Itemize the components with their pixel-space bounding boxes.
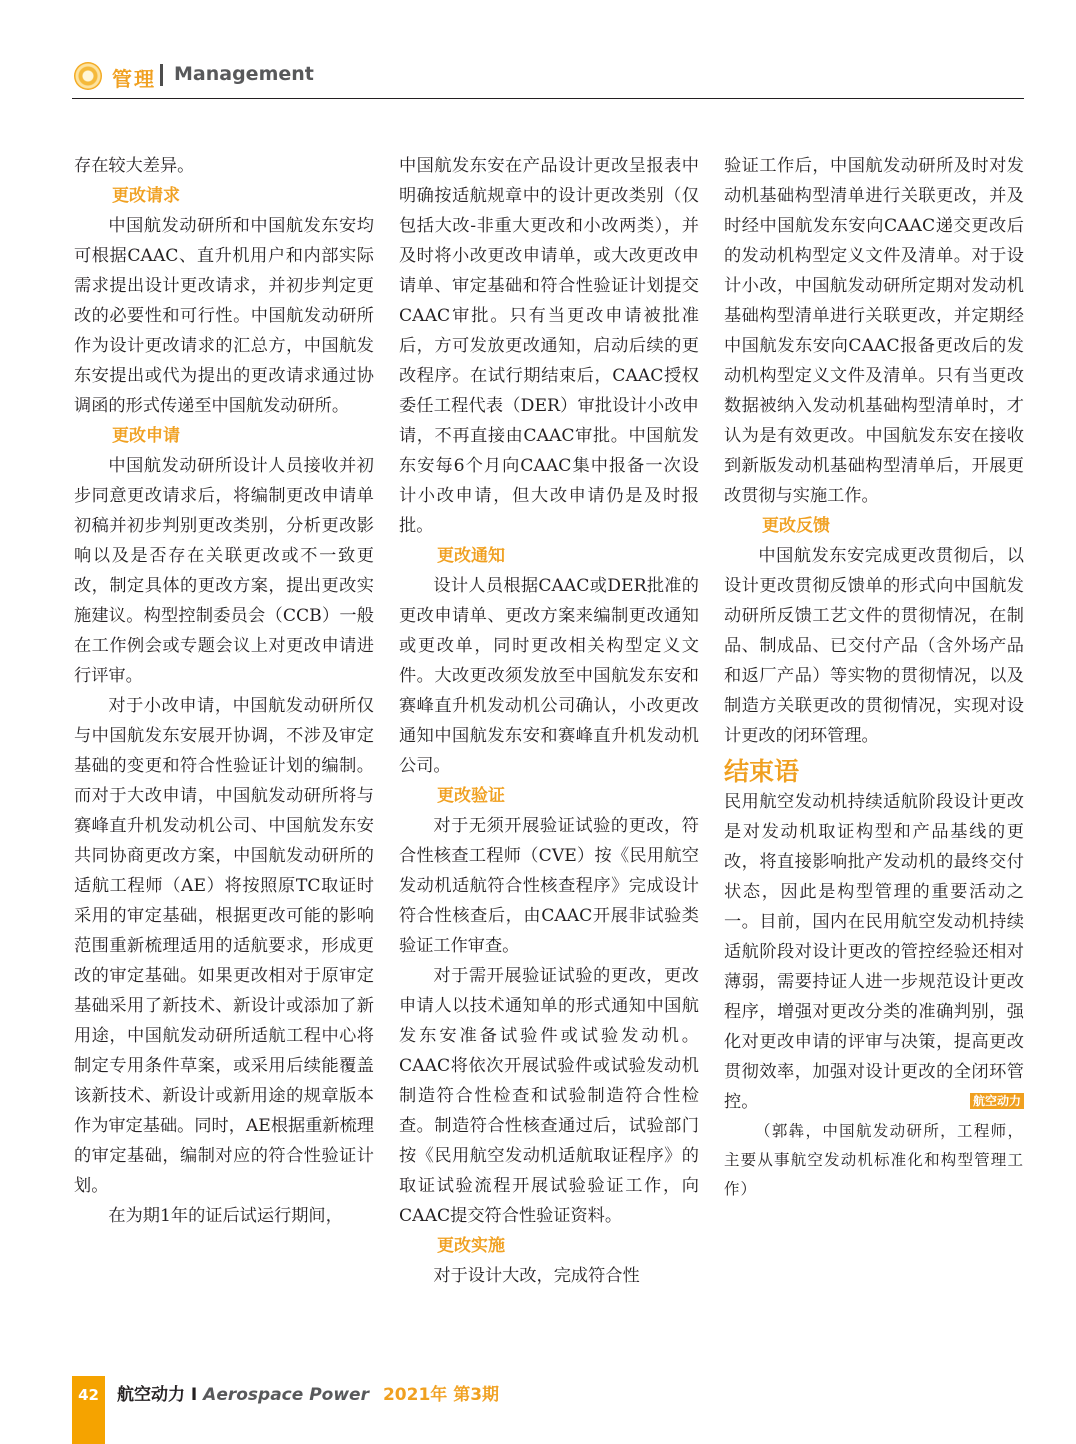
body-paragraph (74, 691, 374, 1201)
paragraph-text: 验证工作后，中国航发动研所及时对发动机基础构型清单进行关联更改，并及时经中国航发东安向CAAC递交更改后的发动机构型定义文件及清单。对于设计小改，中国航发动研所定期对发动机基础构型清单进行关联更改，并定期经中国航发东安向CAAC报备更改后的发动机构型定义文件及清单。只有当更改数据被纳入发动机基础构型清单时，才认为是有效更改。中国航发东安在接收到新版发动机基础构型清单后，开展更改贯彻与实施工作。 (724, 156, 1024, 506)
body-paragraph (724, 541, 1024, 751)
paragraph-text: 更改反馈 (762, 516, 830, 536)
body-paragraph (74, 151, 374, 181)
subsection-heading (399, 1231, 699, 1261)
section-title-cn: 管理 (112, 67, 156, 91)
paragraph-text: 更改申请 (112, 426, 180, 446)
paragraph-text: 存在较大差异。 (74, 156, 195, 176)
paragraph-text: 对于小改申请，中国航发动研所仅与中国航发东安展开协调，不涉及审定基础的变更和符合性验证计划的编制。而对于大改申请，中国航发动研所将与赛峰直升机发动机公司、中国航发东安共同协商更改方案，中国航发动研所的适航工程师（AE）将按照原TC取证时采用的审定基础，根据更改可能的影响范围重新梳理适用的适航要求，形成更改的审定基础。如果更改相对于原审定基础采用了新技术、新设计或添加了新用途，中国航发动研所适航工程中心将制定专用条件草案，或采用后续能覆盖该新技术、新设计或新用途的规章版本作为审定基础。同时，AE根据重新梳理的审定基础，编制对应的符合性验证计划。 (74, 696, 374, 1196)
header-divider (160, 64, 163, 86)
paragraph-text: （郭犇，中国航发动研所，工程师，主要从事航空发动机标准化和构型管理工作） (724, 1122, 1024, 1198)
footer-divider: I (185, 1385, 204, 1405)
body-paragraph (399, 571, 699, 781)
body-paragraph (74, 451, 374, 691)
body-paragraph (724, 151, 1024, 511)
issue-label: 2021年 第3期 (382, 1385, 500, 1405)
section-title-en: Management (174, 63, 314, 85)
subsection-heading (74, 181, 374, 211)
paragraph-text: 民用航空发动机持续适航阶段设计更改是对发动机取证构型和产品基线的更改，将直接影响批产发动机的最终交付状态，因此是构型管理的重要活动之一。目前，国内在民用航空发动机持续适航阶段对设计更改的管控经验还相对薄弱，需要持证人进一步规范设计更改程序，增强对更改分类的准确判别，强化对更改申请的评审与决策，提高更改贯彻效率，加强对设计更改的全闭环管控。 (724, 792, 1024, 1112)
paragraph-text: 中国航发动研所设计人员接收并初步同意更改请求后，将编制更改申请单初稿并初步判别更改类别，分析更改影响以及是否存在关联更改或不一致更改，制定具体的更改方案，提出更改实施建议。构型控制委员会（CCB）一般在工作例会或专题会议上对更改申请进行评审。 (74, 456, 374, 686)
paragraph-text: 中国航发东安在产品设计更改呈报表中明确按适航规章中的设计更改类别（仅包括大改-非重大更改和小改两类），并及时将小改更改申请单，或大改更改申请单、审定基础和符合性验证计划提交CAAC审批。只有当更改申请被批准后，方可发放更改通知，启动后续的更改程序。在试行期结束后，CAAC授权委任工程代表（DER）审批设计小改申请，不再直接由CAAC审批。中国航发东安每6个月向CAAC集中报备一次设计小改申请，但大改申请仍是及时报批。 (399, 156, 699, 536)
header-rule (72, 98, 1024, 99)
paragraph-text: 更改请求 (112, 186, 180, 206)
page-number: 42 (78, 1386, 99, 1404)
subsection-heading (399, 541, 699, 571)
body-paragraph (399, 1261, 699, 1291)
paragraph-text: 设计人员根据CAAC或DER批准的更改申请单、更改方案来编制更改通知或更改单，同时更改相关构型定义文件。大改更改须发放至中国航发东安和赛峰直升机发动机公司确认，小改更改通知中国航发东安和赛峰直升机发动机公司。 (399, 576, 699, 776)
paragraph-text: 对于需开展验证试验的更改，更改申请人以技术通知单的形式通知中国航发东安准备试验件或试验发动机。CAAC将依次开展试验件或试验发动机制造符合性检查和试验制造符合性检查。制造符合性核查通过后，试验部门按《民用航空发动机适航取证程序》的取证试验流程开展试验验证工作，向CAAC提交符合性验证资料。 (399, 966, 699, 1226)
subsection-heading (724, 511, 1024, 541)
paragraph-text: 在为期1年的证后试运行期间， (108, 1206, 343, 1226)
body-paragraph (399, 151, 699, 541)
paragraph-text: 更改验证 (437, 786, 505, 806)
paragraph-text: 中国航发东安完成更改贯彻后，以设计更改贯彻反馈单的形式向中国航发动研所反馈工艺文件的贯彻情况，在制品、制成品、已交付产品（含外场产品和返厂产品）等实物的贯彻情况，以及制造方关联更改的贯彻情况，实现对设计更改的闭环管理。 (724, 546, 1024, 746)
body-paragraph (399, 961, 699, 1231)
body-paragraph (74, 1201, 374, 1231)
paragraph-text: 更改实施 (437, 1236, 505, 1256)
body-paragraph (724, 787, 1024, 1117)
text-column-3 (724, 151, 1024, 1204)
text-column-1 (74, 151, 374, 1231)
section-logo-icon (74, 62, 102, 90)
subsection-heading (74, 421, 374, 451)
section-heading (724, 757, 1024, 787)
paragraph-text: 更改通知 (437, 546, 505, 566)
page-header (72, 58, 1024, 100)
author-note (724, 1117, 1024, 1204)
paragraph-text: 中国航发动研所和中国航发东安均可根据CAAC、直升机用户和内部实际需求提出设计更改请求，并初步判定更改的必要性和可行性。中国航发动研所作为设计更改请求的汇总方，中国航发东安提出或代为提出的更改请求通过协调函的形式传递至中国航发动研所。 (74, 216, 374, 416)
text-column-2 (399, 151, 699, 1291)
magazine-name-cn: 航空动力 (117, 1385, 185, 1405)
magazine-name-en: Aerospace Power (203, 1385, 369, 1405)
paragraph-text: 对于无须开展验证试验的更改，符合性核查工程师（CVE）按《民用航空发动机适航符合性核查程序》完成设计符合性核查后，由CAAC开展非试验类验证工作审查。 (399, 816, 699, 956)
body-paragraph (74, 211, 374, 421)
subsection-heading (399, 781, 699, 811)
body-paragraph (399, 811, 699, 961)
footer-masthead (117, 1383, 499, 1407)
paragraph-text: 对于设计大改，完成符合性 (433, 1266, 640, 1286)
end-mark-badge: 航空动力 (970, 1093, 1024, 1109)
paragraph-text: 结束语 (724, 757, 800, 786)
